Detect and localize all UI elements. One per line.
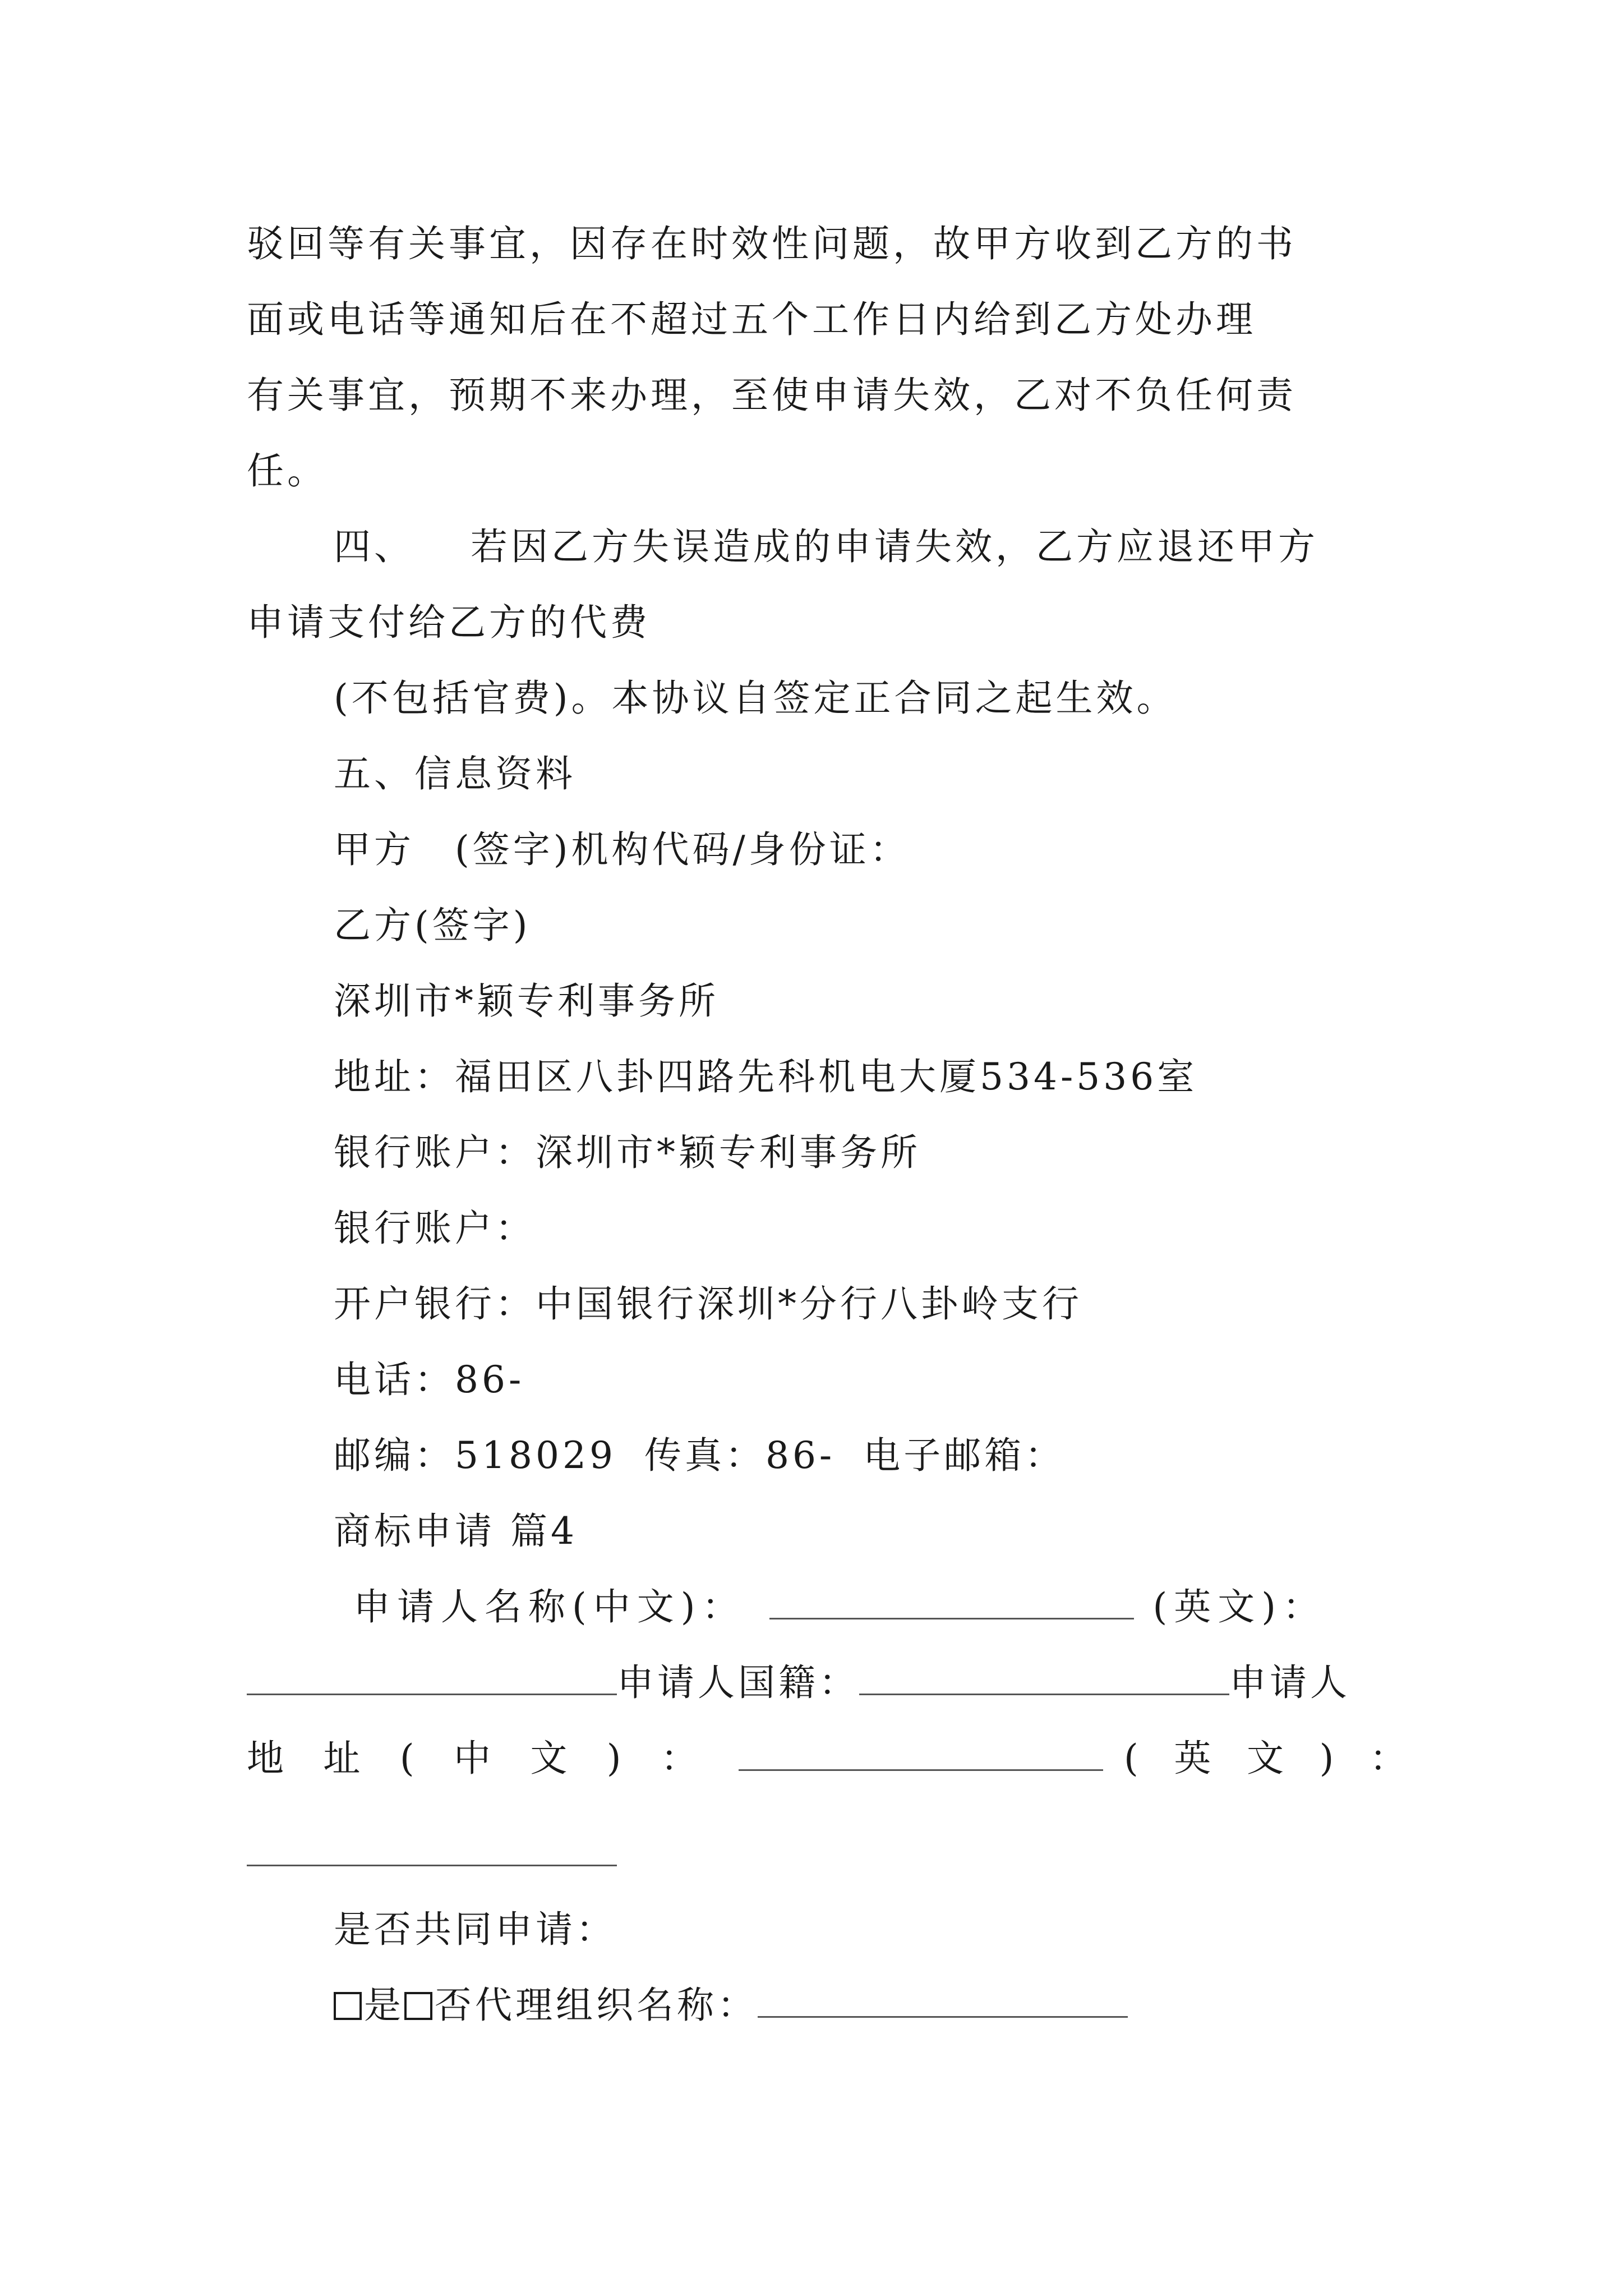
form-row [247,1832,1391,1876]
bank-branch: 开户银行：中国银行深圳*分行八卦岭支行 [334,1282,1082,1326]
paragraph-line [247,297,1391,342]
address-label-char: 文 [1246,1737,1287,1780]
no-option-label: 否 [435,1984,475,2027]
no-checkbox[interactable] [404,1992,432,2020]
text-line: 若因乙方失误造成的申请失效，乙方应退还甲方 [471,525,1318,568]
address-label-char: ) [606,1737,625,1780]
address-label-char: 地 [247,1737,287,1780]
nationality-label: 申请人国籍： [617,1661,859,1704]
applicant-name-en-label: (英文)： [1152,1585,1326,1628]
address-cn-field[interactable] [739,1738,1103,1771]
address-label-char: ： [1369,1737,1410,1780]
nationality-field[interactable] [859,1662,1229,1695]
bank-account: 银行账户： [334,1207,536,1250]
text-line: (不包括官费)。本协议自签定正合同之起生效。 [334,677,1177,720]
bank-account-name: 银行账户：深圳市*颖专利事务所 [334,1131,921,1174]
form-row [247,1660,1391,1705]
address-label-char: ( [399,1737,418,1780]
info-line [334,1282,1391,1327]
info-line [334,979,1391,1024]
address-cn-label [247,1736,701,1781]
info-line [334,1055,1391,1099]
text-line: 有关事宜，预期不来办理，至使申请失效，乙对不负任何责 [247,374,1297,417]
info-line [334,827,1391,872]
address-label-start: 申请人 [1229,1661,1350,1704]
info-line [334,1130,1391,1175]
address-label-char: 英 [1174,1737,1215,1780]
party-b-signature: 乙方(签字) [334,904,531,947]
yes-checkbox[interactable] [334,1992,362,2020]
fax: 传真：86- [644,1434,836,1477]
paragraph-line [247,222,1391,266]
firm-address: 地址：福田区八卦四路先科机电大厦534-536室 [334,1055,1198,1098]
paragraph-line [247,449,1391,494]
address-en-field[interactable] [247,1833,617,1866]
address-label-char: ( [1123,1737,1142,1780]
text-line: 驳回等有关事宜，因存在时效性问题，故甲方收到乙方的书 [247,222,1297,265]
clause-4-line [247,600,1391,645]
info-line [334,903,1391,948]
address-label-char: ) [1319,1737,1338,1780]
yes-option-label: 是 [364,1984,404,2027]
email: 电子邮箱： [863,1434,1066,1477]
form-row [334,1983,1391,2028]
applicant-name-cn-field[interactable] [769,1586,1134,1619]
text-line: 面或电话等通知后在不超过五个工作日内给到乙方处办理 [247,298,1256,341]
address-label-char: 中 [453,1737,494,1780]
postcode: 邮编：518029 [334,1434,616,1477]
clause-number: 四、 [334,525,414,568]
applicant-name-en-field[interactable] [247,1662,617,1695]
form-row [353,1585,1391,1630]
paragraph-line [247,373,1391,418]
agent-name-field[interactable] [758,1985,1128,2018]
form-row [334,1907,1391,1952]
info-line [334,1206,1391,1251]
info-line [334,1433,1391,1478]
address-label-char: 址 [323,1737,364,1780]
agent-name-label: 代理组织名称： [475,1984,758,2027]
section-title-text: 商标申请 篇4 [334,1510,578,1553]
firm-name: 深圳市*颖专利事务所 [334,979,719,1023]
address-en-label [1124,1736,1410,1781]
address-label-char: 文 [530,1737,571,1780]
heading-text: 五、信息资料 [334,752,576,795]
applicant-name-cn-label: 申请人名称(中文)： [353,1585,746,1628]
section-title [334,1509,1391,1554]
party-a-signature: 甲方 (签字)机构代码/身份证： [334,828,910,871]
info-line [334,1358,1391,1402]
joint-application-label: 是否共同申请： [334,1908,616,1951]
phone: 电话：86- [334,1358,525,1401]
address-label-char: ： [660,1737,701,1780]
form-row-address [247,1736,1410,1781]
clause-4-line [334,676,1391,721]
clause-4-line [334,524,1391,569]
section-heading [334,752,1391,797]
text-line: 任。 [247,449,328,493]
text-line: 申请支付给乙方的代费 [247,601,651,644]
